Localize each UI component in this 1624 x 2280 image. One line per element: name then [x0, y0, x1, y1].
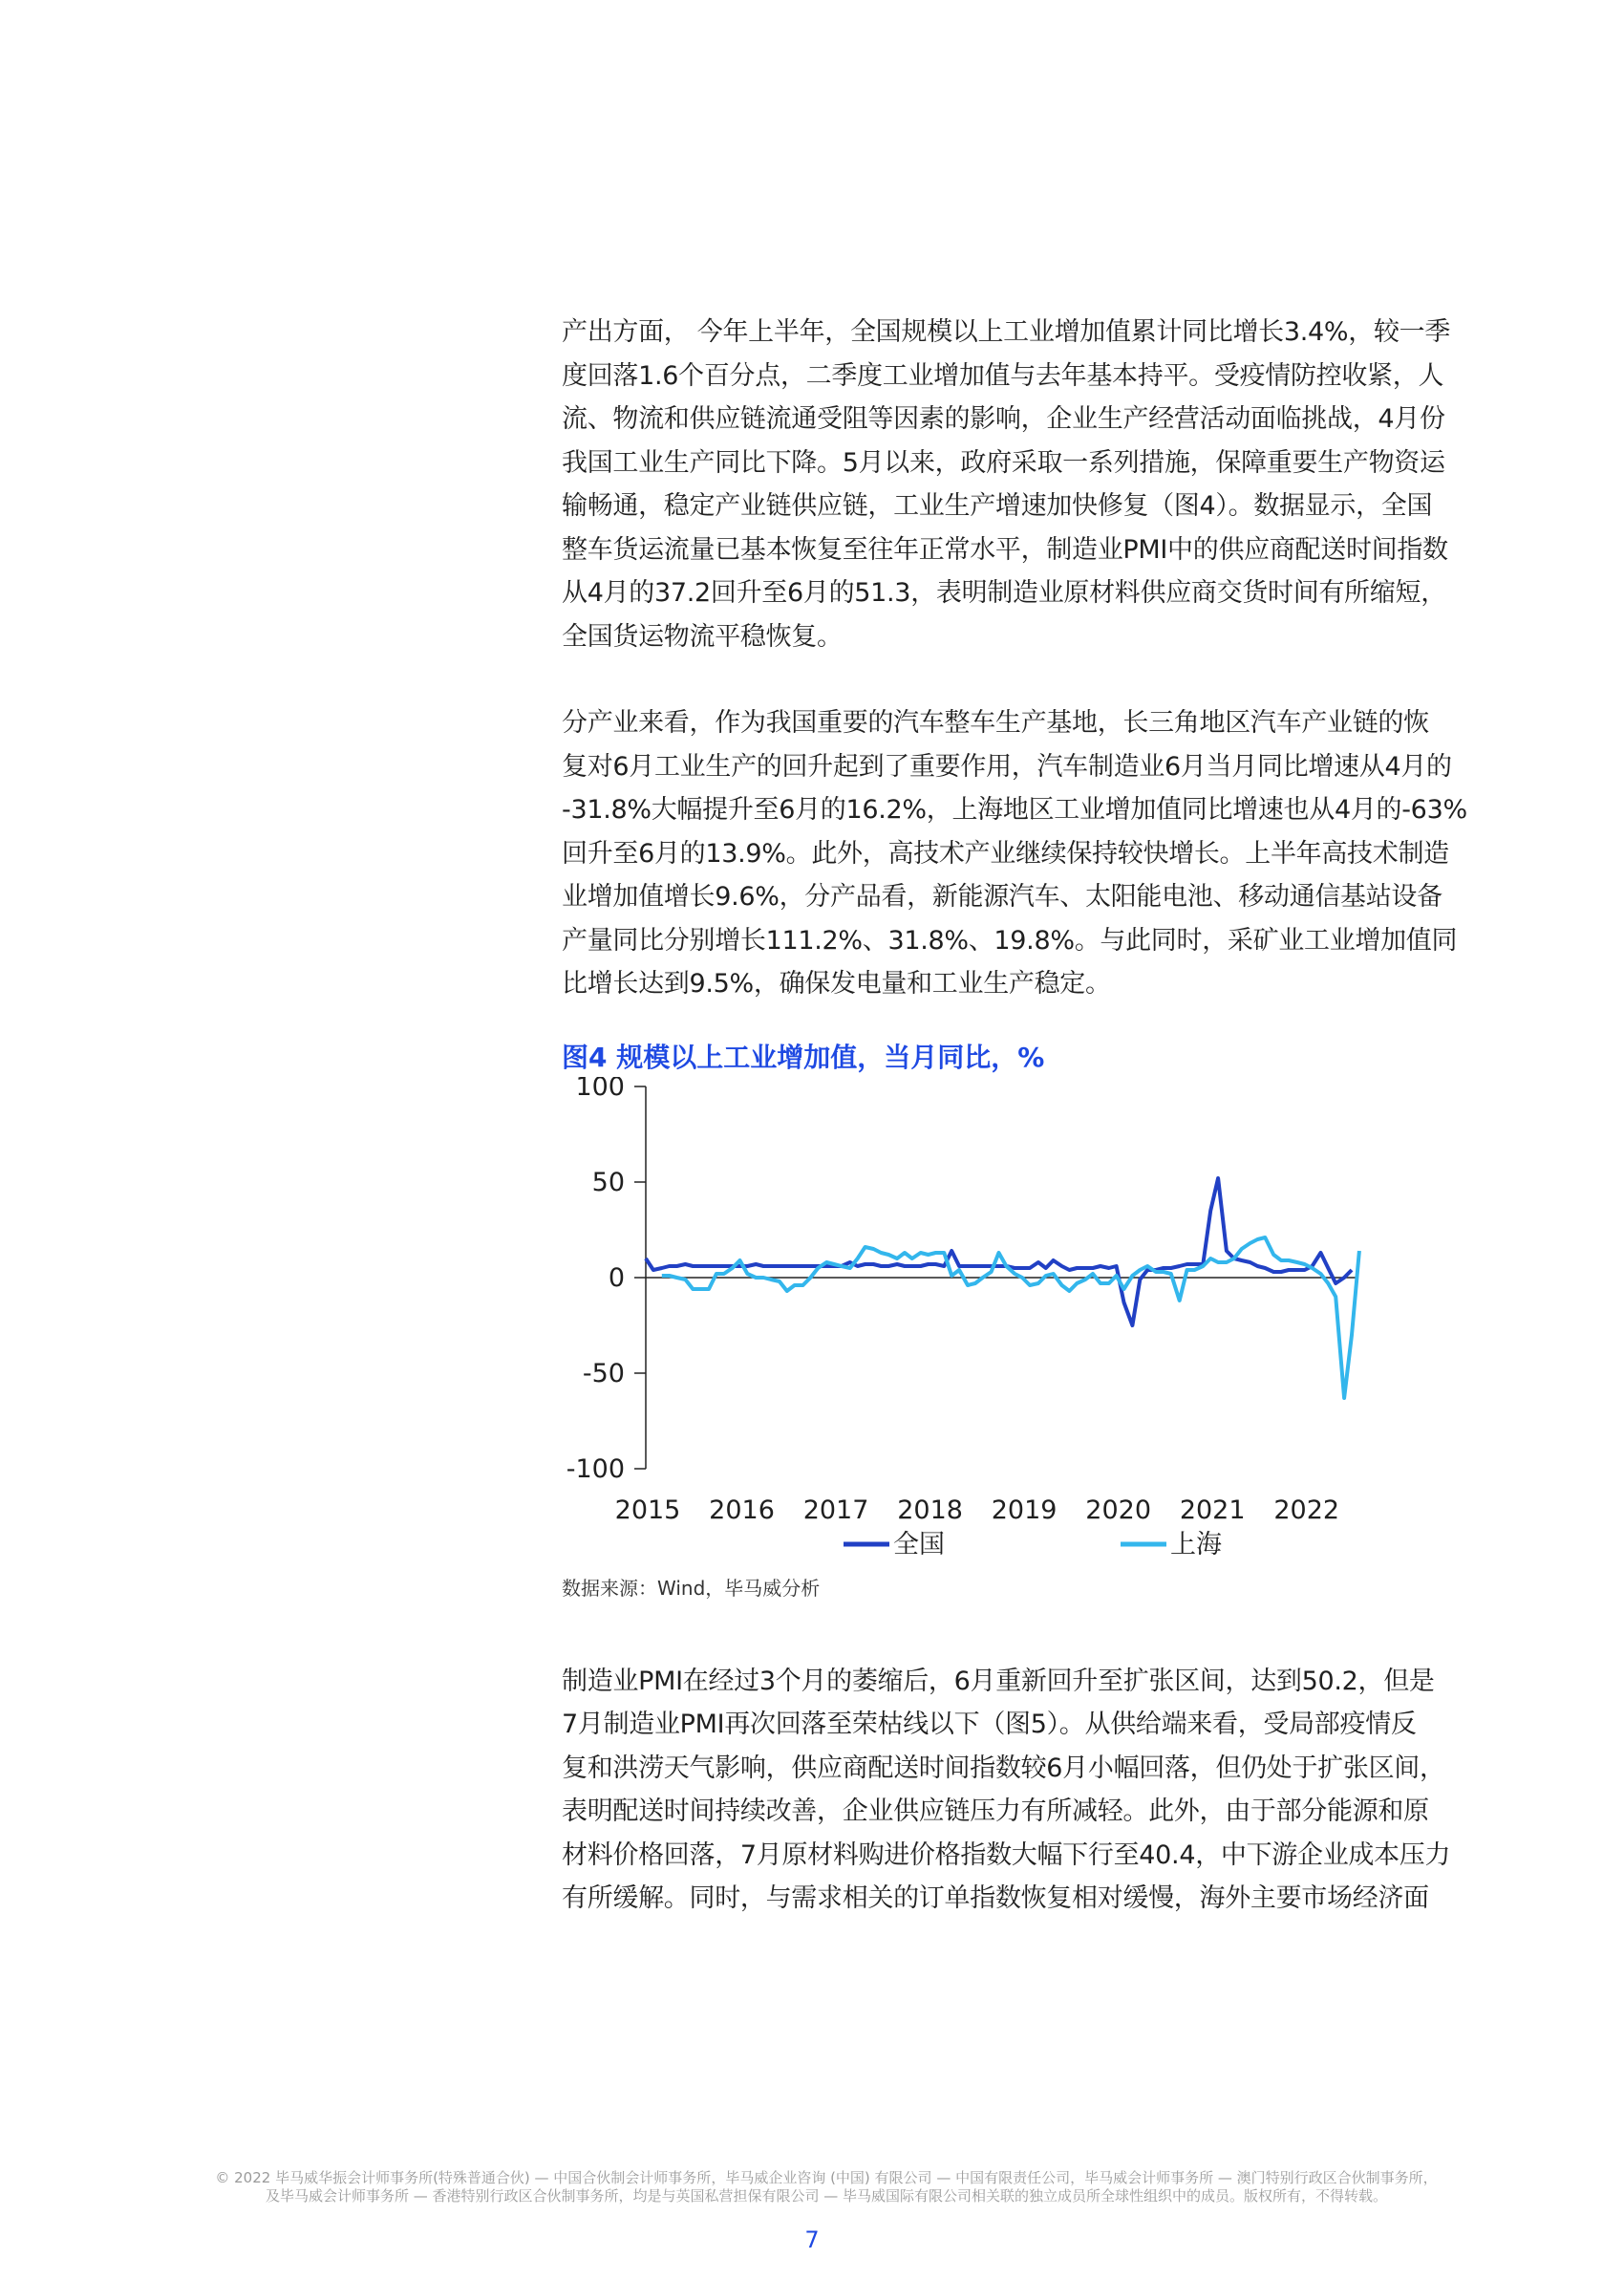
text-line: 表明配送时间持续改善，企业供应链压力有所减轻。此外，由于部分能源和原	[562, 1796, 1429, 1826]
x-tick-label: 2018	[897, 1495, 963, 1525]
text-line: 有所缓解。同时，与需求相关的订单指数恢复相对缓慢，海外主要市场经济面	[562, 1883, 1429, 1913]
x-tick-label: 2020	[1085, 1495, 1152, 1525]
paragraph-pmi	[562, 1660, 1507, 1921]
paragraph-industry	[562, 701, 1507, 1006]
text-line: 分产业来看，作为我国重要的汽车整车生产基地，长三角地区汽车产业链的恢	[562, 708, 1429, 738]
text-line: -31.8%大幅提升至6月的16.2%，上海地区工业增加值同比增速也从4月的-63%	[562, 795, 1467, 825]
text-line: 比增长达到9.5%，确保发电量和工业生产稳定。	[562, 969, 1111, 999]
text-line: 7月制造业PMI再次回落至荣枯线以下（图5）。从供给端来看，受局部疫情反	[562, 1710, 1417, 1739]
text-line: 我国工业生产同比下降。5月以来，政府采取一系列措施，保障重要生产物资运	[562, 447, 1445, 478]
figure-source: 数据来源：Wind，毕马威分析	[562, 1576, 821, 1600]
y-tick-label: -100	[566, 1453, 625, 1484]
text-line: 产出方面， 今年上半年，全国规模以上工业增加值累计同比增长3.4%，较一季	[562, 317, 1451, 347]
text-line: 复和洪涝天气影响，供应商配送时间指数较6月小幅回落，但仍处于扩张区间，	[562, 1753, 1445, 1783]
text-line: 业增加值增长9.6%，分产品看，新能源汽车、太阳能电池、移动通信基站设备	[562, 882, 1442, 912]
text-line: 输畅通，稳定产业链供应链，工业生产增速加快修复（图4）。数据显示，全国	[562, 491, 1433, 521]
y-tick-label: 50	[591, 1167, 625, 1197]
page-content	[562, 311, 1507, 1921]
y-tick-label: 100	[575, 1076, 625, 1102]
text-line: 度回落1.6个百分点，二季度工业增加值与去年基本持平。受疫情防控收紧，人	[562, 360, 1444, 391]
y-tick-label: -50	[582, 1358, 625, 1388]
x-tick-label: 2022	[1273, 1495, 1340, 1525]
x-tick-label: 2017	[802, 1495, 869, 1525]
text-line: 产量同比分别增长111.2%、31.8%、19.8%。与此同时，采矿业工业增加值同	[562, 925, 1458, 956]
x-tick-label: 2016	[709, 1495, 775, 1525]
footer-line: 及毕马威会计师事务所 — 香港特别行政区合伙制事务所，均是与英国私营担保有限公司 — 毕马威国际有限公司相关联的独立成员所全球性组织中的成员。版权所有，不得转载。	[265, 2187, 1388, 2205]
text-line: 制造业PMI在经过3个月的萎缩后，6月重新回升至扩张区间，达到50.2，但是	[562, 1666, 1435, 1696]
paragraph-output	[562, 311, 1507, 658]
text-line: 回升至6月的13.9%。此外，高技术产业继续保持较快增长。上半年高技术制造	[562, 838, 1449, 869]
footer-copyright	[158, 2169, 1495, 2205]
text-line: 整车货运流量已基本恢复至往年正常水平，制造业PMI中的供应商配送时间指数	[562, 534, 1448, 565]
chart-container	[562, 1077, 1507, 1574]
x-tick-label: 2021	[1179, 1495, 1246, 1525]
x-tick-label: 2019	[991, 1495, 1058, 1525]
y-tick-label: 0	[608, 1262, 625, 1293]
text-line: 流、物流和供应链流通受阻等因素的影响，企业生产经营活动面临挑战，4月份	[562, 404, 1445, 434]
text-line: 全国货运物流平稳恢复。	[562, 621, 843, 652]
footer-line: © 2022 毕马威华振会计师事务所(特殊普通合伙) — 中国合伙制会计师事务所，毕马威企业咨询 (中国) 有限公司 — 中国有限责任公司，毕马威会计师事务所 — 澳门特别行政区合伙制事务所，	[215, 2169, 1438, 2186]
figure-title: 图4 规模以上工业增加值，当月同比，%	[562, 1041, 1045, 1073]
series-line-shanghai	[662, 1237, 1359, 1398]
page-number: 7	[804, 2226, 820, 2253]
legend-label: 上海	[1170, 1529, 1222, 1559]
line-chart	[562, 1077, 1507, 1574]
x-tick-label: 2015	[614, 1495, 681, 1525]
legend-label: 全国	[893, 1529, 945, 1559]
text-line: 材料价格回落，7月原材料购进价格指数大幅下行至40.4，中下游企业成本压力	[562, 1839, 1451, 1870]
text-line: 复对6月工业生产的回升起到了重要作用，汽车制造业6月当月同比增速从4月的	[562, 751, 1452, 782]
text-line: 从4月的37.2回升至6月的51.3，表明制造业原材料供应商交货时间有所缩短，	[562, 578, 1446, 608]
